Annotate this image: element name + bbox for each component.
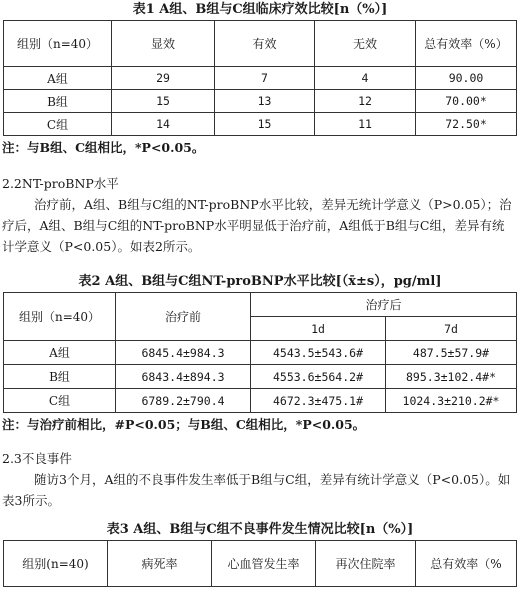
- table1-block: [0, 0, 520, 158]
- table3-header-readmission: 再次住院率: [316, 541, 416, 587]
- table1-cell: 15: [215, 113, 315, 136]
- table1-header-effective: 有效: [215, 21, 315, 67]
- table3-title: 表3 A组、B组与C组不良事件发生情况比较[n（%）]: [106, 522, 414, 537]
- table1-cell: 7: [215, 67, 315, 90]
- table-row: [4, 90, 517, 113]
- table2-block: [0, 272, 520, 435]
- table1-cell: 12: [315, 90, 416, 113]
- table1: [3, 20, 517, 136]
- section2-paragraph: 治疗前，A组、B组与C组的NT-proBNP水平比较，差异无统计学意义（P>0.05）；治疗后，A组、B组与C组的NT-proBNP水平明显低于治疗前，A组低于B组与C组，差异有统计学意义（P<0.05）。如表2所示。: [2, 197, 512, 254]
- table2-title: 表2 A组、B组与C组NT-proBNP水平比较[（x̄±s），pg/ml]: [78, 274, 442, 289]
- table2-cell: 6845.4±984.3: [116, 341, 251, 365]
- table2-header-before: 治疗前: [116, 293, 251, 341]
- table2-cell: 4553.6±564.2#: [251, 365, 386, 389]
- table1-header-total-rate: 总有效率（%）: [416, 21, 517, 67]
- table1-header-marked: 显效: [112, 21, 215, 67]
- table2-cell: 6789.2±790.4: [116, 389, 251, 413]
- table1-cell: 4: [315, 67, 416, 90]
- table3-header-group: 组别(n=40): [4, 541, 108, 587]
- table2-cell: 6843.4±894.3: [116, 365, 251, 389]
- table1-cell-group: C组: [4, 113, 112, 136]
- table1-cell: 70.00*: [416, 90, 517, 113]
- table2-cell: 487.5±57.9#: [386, 341, 517, 365]
- table1-header-ineffective: 无效: [315, 21, 416, 67]
- table2: [3, 292, 517, 413]
- section2-block: [0, 172, 520, 257]
- table2-cell-group: B组: [4, 365, 116, 389]
- section3-block: [0, 447, 520, 511]
- table-row: [4, 365, 517, 389]
- table2-cell-group: C组: [4, 389, 116, 413]
- table3-header-row: [4, 541, 517, 587]
- table1-cell-group: B组: [4, 90, 112, 113]
- section2-heading: 2.2NT-proBNP水平: [2, 176, 119, 191]
- table3-header-cardiovascular: 心血管发生率: [212, 541, 316, 587]
- table1-cell: 11: [315, 113, 416, 136]
- table2-note: 注：与治疗前相比，#P<0.05；与B组、C组相比，*P<0.05。: [2, 417, 366, 432]
- table3: [3, 540, 517, 587]
- table3-header-mortality: 病死率: [108, 541, 212, 587]
- table2-header-after: 治疗后: [251, 293, 517, 317]
- table1-cell: 15: [112, 90, 215, 113]
- table2-cell: 1024.3±210.2#*: [386, 389, 517, 413]
- table3-header-total-rate: 总有效率（%: [416, 541, 517, 587]
- table-row: [4, 113, 517, 136]
- table-row: [4, 389, 517, 413]
- table2-cell: 4543.5±543.6#: [251, 341, 386, 365]
- table1-header-row: [4, 21, 517, 67]
- section3-heading: 2.3不良事件: [2, 451, 72, 466]
- table1-cell: 13: [215, 90, 315, 113]
- table2-header-7d: 7d: [386, 317, 517, 341]
- table1-cell: 14: [112, 113, 215, 136]
- table-row: [4, 67, 517, 90]
- table3-block: [0, 520, 520, 587]
- table2-cell: 895.3±102.4#*: [386, 365, 517, 389]
- table2-cell-group: A组: [4, 341, 116, 365]
- table2-header-1d: 1d: [251, 317, 386, 341]
- table1-cell-group: A组: [4, 67, 112, 90]
- table1-cell: 72.50*: [416, 113, 517, 136]
- table2-cell: 4672.3±475.1#: [251, 389, 386, 413]
- table2-header-row-1: [4, 293, 517, 317]
- section3-paragraph: 随访3个月，A组的不良事件发生率低于B组与C组，差异有统计学意义（P<0.05）。如表3所示。: [2, 472, 511, 508]
- table-row: [4, 341, 517, 365]
- table1-cell: 29: [112, 67, 215, 90]
- table1-cell: 90.00: [416, 67, 517, 90]
- table2-header-group: 组别（n=40）: [4, 293, 116, 341]
- table1-title: 表1 A组、B组与C组临床疗效比较[n（%）]: [132, 2, 388, 17]
- table1-note: 注：与B组、C组相比，*P<0.05。: [2, 140, 205, 155]
- table1-header-group: 组别（n=40）: [4, 21, 112, 67]
